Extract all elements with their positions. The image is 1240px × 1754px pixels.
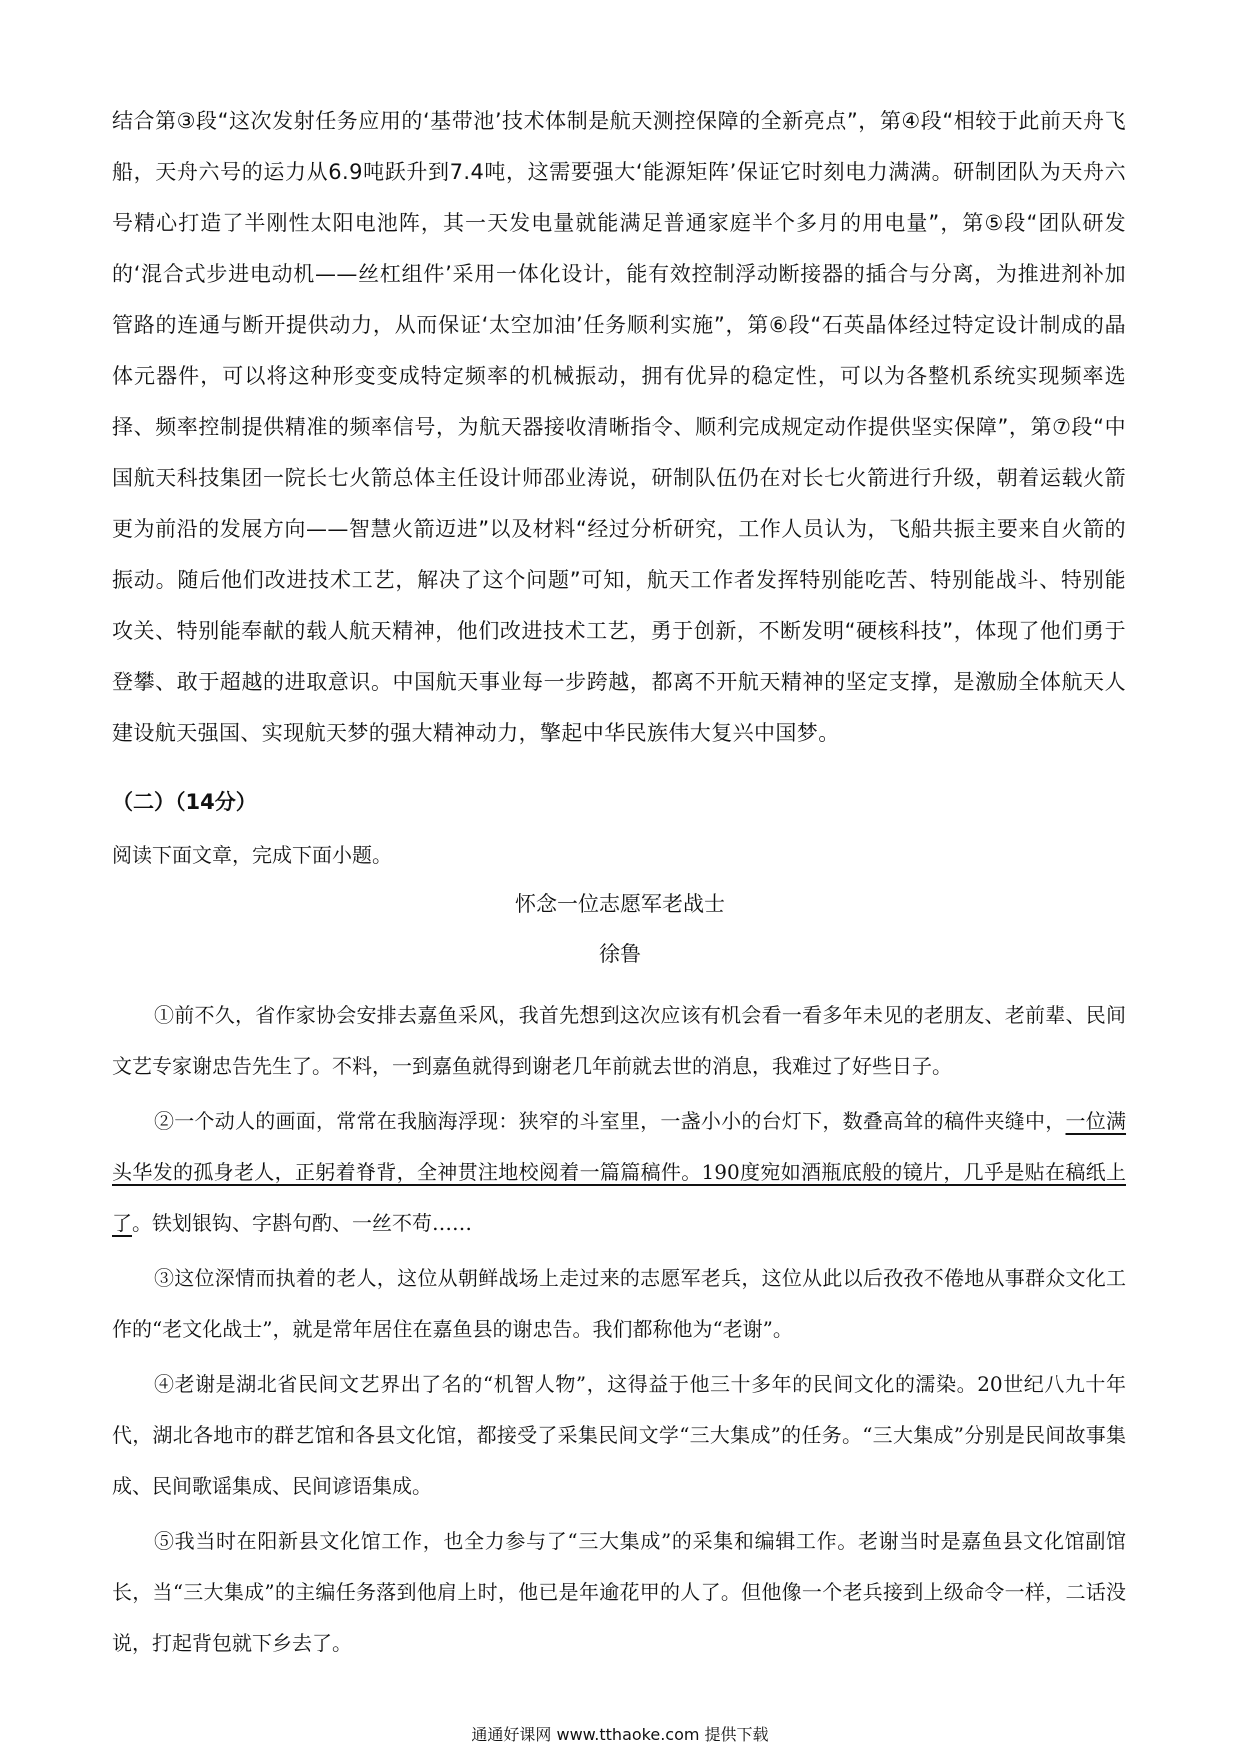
article-paragraph-3: ③这位深情而执着的老人，这位从朝鲜战场上走过来的志愿军老兵，这位从此以后孜孜不倦地从事群众文化工作的“老文化战士”，就是常年居住在嘉鱼县的谢忠告。我们都称他为“老谢”。 (112, 1266, 1126, 1341)
article-body (112, 990, 1126, 1673)
article-title: 怀念一位志愿军老战士 (515, 892, 725, 916)
page-footer: 通通好课网 www.tthaoke.com 提供下载 (471, 1725, 769, 1744)
article-author: 徐鲁 (599, 942, 641, 966)
article-paragraph-4: ④老谢是湖北省民间文艺界出了名的“机智人物”，这得益于他三十多年的民间文化的濡染。20世纪八九十年代，湖北各地市的群艺馆和各县文化馆，都接受了采集民间文学“三大集成”的任务。“三大集成”分别是民间故事集成、民间歌谣集成、民间谚语集成。 (112, 1372, 1126, 1498)
article-paragraph-1: ①前不久，省作家协会安排去嘉鱼采风，我首先想到这次应该有机会看一看多年未见的老朋友、老前辈、民间文艺专家谢忠告先生了。不料，一到嘉鱼就得到谢老几年前就去世的消息，我难过了好些日子。 (112, 1003, 1126, 1078)
article-paragraph-2 (112, 1096, 1126, 1249)
section-heading: （二）（14分） (112, 790, 257, 814)
analysis-paragraph: 结合第③段“这次发射任务应用的‘基带池’技术体制是航天测控保障的全新亮点”，第④段“相较于此前天舟飞船，天舟六号的运力从6.9吨跃升到7.4吨，这需要强大‘能源矩阵’保证它时刻电力满满。研制团队为天舟六号精心打造了半刚性太阳电池阵，其一天发电量就能满足普通家庭半个多月的用电量”，第⑤段“团队研发的‘混合式步进电动机——丝杠组件’采用一体化设计，能有效控制浮动断接器的插合与分离，为推进剂补加管路的连通与断开提供动力，从而保证‘太空加油’任务顺利实施”，第⑥段“石英晶体经过特定设计制成的晶体元器件，可以将这种形变变成特定频率的机械振动，拥有优异的稳定性，可以为各整机系统实现频率选择、频率控制提供精准的频率信号，为航天器接收清晰指令、顺利完成规定动作提供坚实保障”，第⑦段“中国航天科技集团一院长七火箭总体主任设计师邵业涛说，研制队伍仍在对长七火箭进行升级，朝着运载火箭更为前沿的发展方向——智慧火箭迈进”以及材料“经过分析研究，工作人员认为，飞船共振主要来自火箭的振动。随后他们改进技术工艺，解决了这个问题”可知，航天工作者发挥特别能吃苦、特别能战斗、特别能攻关、特别能奉献的载人航天精神，他们改进技术工艺，勇于创新，不断发明“硬核科技”，体现了他们勇于登攀、敢于超越的进取意识。中国航天事业每一步跨越，都离不开航天精神的坚定支撑，是激励全体航天人建设航天强国、实现航天梦的强大精神动力，擎起中华民族伟大复兴中国梦。 (112, 109, 1126, 745)
paragraph-2-end: 。铁划银钩、字斟句酌、一丝不苟…… (132, 1211, 472, 1235)
underlined-sentence: 一位满头华发的孤身老人，正躬着脊背，全神贯注地校阅着一篇篇稿件。190度宛如酒瓶底般的镜片，几乎是贴在稿纸上了 (112, 1109, 1127, 1235)
reading-instruction: 阅读下面文章，完成下面小题。 (112, 843, 392, 867)
paragraph-2-intro: ②一个动人的画面，常常在我脑海浮现：狭窄的斗室里，一盏小小的台灯下，数叠高耸的稿件夹缝中， (154, 1109, 1066, 1133)
article-paragraph-5: ⑤我当时在阳新县文化馆工作，也全力参与了“三大集成”的采集和编辑工作。老谢当时是嘉鱼县文化馆副馆长，当“三大集成”的主编任务落到他肩上时，他已是年逾花甲的人了。但他像一个老兵接到上级命令一样，二话没说，打起背包就下乡去了。 (112, 1529, 1126, 1655)
